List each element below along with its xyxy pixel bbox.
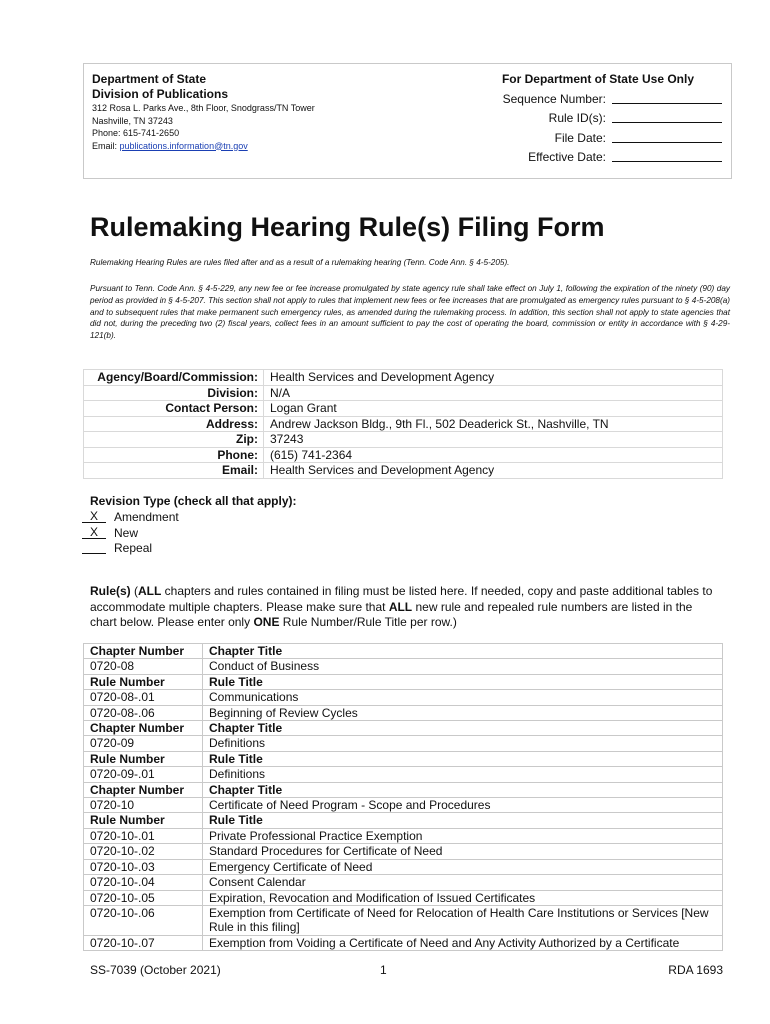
table-header-row bbox=[84, 813, 723, 828]
table-row bbox=[84, 875, 723, 890]
rda-number: RDA 1693 bbox=[668, 963, 723, 977]
number-cell: 0720-10-.02 bbox=[84, 844, 203, 859]
table-header-row bbox=[84, 721, 723, 736]
title-cell: Rule Title bbox=[203, 751, 723, 766]
check-mark bbox=[82, 541, 106, 554]
address-line: Phone: 615-741-2650 bbox=[92, 128, 180, 138]
title-cell: Conduct of Business bbox=[203, 659, 723, 674]
table-row bbox=[84, 705, 723, 720]
field-label: Zip: bbox=[84, 432, 264, 448]
title-cell: Emergency Certificate of Need bbox=[203, 859, 723, 874]
field-label: File Date: bbox=[554, 130, 606, 145]
number-cell: 0720-08-.01 bbox=[84, 690, 203, 705]
revision-option-new[interactable] bbox=[82, 526, 138, 540]
table-header-row bbox=[84, 644, 723, 659]
file-date-field bbox=[482, 126, 722, 146]
title-cell: Expiration, Revocation and Modification of Issued Certificates bbox=[203, 890, 723, 905]
state-use-block bbox=[482, 72, 722, 165]
intro-note: Rulemaking Hearing Rules are rules filed after and as a result of a rulemaking hearing (Tenn. Code Ann. § 4-5-205). bbox=[90, 258, 510, 267]
title-cell: Definitions bbox=[203, 736, 723, 751]
title-cell: Rule Title bbox=[203, 674, 723, 689]
table-row bbox=[84, 828, 723, 843]
number-cell: Chapter Number bbox=[84, 644, 203, 659]
email-label: Email: bbox=[92, 140, 120, 151]
number-cell: Chapter Number bbox=[84, 721, 203, 736]
field-value: 37243 bbox=[264, 432, 723, 448]
check-mark: X bbox=[82, 526, 106, 539]
number-cell: 0720-09 bbox=[84, 736, 203, 751]
table-row bbox=[84, 690, 723, 705]
table-row bbox=[84, 370, 723, 386]
effective-date-field bbox=[482, 146, 722, 166]
table-row bbox=[84, 736, 723, 751]
title-cell: Chapter Title bbox=[203, 721, 723, 736]
email-link[interactable]: publications.information@tn.gov bbox=[119, 140, 248, 151]
form-number: SS-7039 (October 2021) bbox=[90, 963, 221, 977]
table-row bbox=[84, 447, 723, 463]
blank-line bbox=[612, 111, 722, 123]
number-cell: 0720-10-.06 bbox=[84, 905, 203, 935]
use-only-heading: For Department of State Use Only bbox=[501, 72, 695, 86]
option-label: Repeal bbox=[114, 541, 153, 555]
number-cell: 0720-09-.01 bbox=[84, 767, 203, 782]
email-line bbox=[92, 140, 452, 153]
table-row bbox=[84, 432, 723, 448]
header-box bbox=[83, 63, 732, 179]
field-label: Agency/Board/Commission: bbox=[84, 370, 264, 386]
field-label: Contact Person: bbox=[84, 401, 264, 417]
revision-option-amendment[interactable] bbox=[82, 510, 179, 524]
table-header-row bbox=[84, 674, 723, 689]
field-value: N/A bbox=[264, 385, 723, 401]
title-cell: Standard Procedures for Certificate of Need bbox=[203, 844, 723, 859]
dept-block bbox=[92, 72, 452, 152]
field-label: Sequence Number: bbox=[502, 91, 606, 106]
number-cell: 0720-10-.05 bbox=[84, 890, 203, 905]
revision-type-heading: Revision Type (check all that apply): bbox=[90, 494, 297, 508]
emphasis: ALL bbox=[388, 599, 413, 614]
table-row bbox=[84, 890, 723, 905]
text-run: Rule Number/Rule Title per row.) bbox=[279, 615, 457, 629]
number-cell: 0720-10-.03 bbox=[84, 859, 203, 874]
field-label: Effective Date: bbox=[528, 150, 606, 164]
rules-label: Rule(s) bbox=[90, 584, 131, 598]
field-value: Andrew Jackson Bldg., 9th Fl., 502 Deaderick St., Nashville, TN bbox=[264, 416, 723, 432]
field-value: Health Services and Development Agency bbox=[264, 370, 723, 386]
title-cell: Chapter Title bbox=[203, 644, 723, 659]
number-cell: 0720-10-.04 bbox=[84, 875, 203, 890]
field-label: Rule ID(s): bbox=[548, 111, 606, 125]
field-value: Logan Grant bbox=[264, 401, 723, 417]
table-header-row bbox=[84, 751, 723, 766]
table-row bbox=[84, 905, 723, 935]
number-cell: Rule Number bbox=[84, 813, 203, 828]
number-cell: 0720-10-.01 bbox=[84, 828, 203, 843]
field-label: Phone: bbox=[84, 447, 264, 463]
revision-option-repeal[interactable] bbox=[82, 541, 152, 555]
number-cell: 0720-10 bbox=[84, 798, 203, 813]
number-cell: 0720-08 bbox=[84, 659, 203, 674]
number-cell: Chapter Number bbox=[84, 782, 203, 797]
title-cell: Definitions bbox=[203, 767, 723, 782]
agency-table bbox=[83, 369, 723, 479]
option-label: New bbox=[114, 526, 139, 540]
table-row bbox=[84, 767, 723, 782]
title-cell: Private Professional Practice Exemption bbox=[203, 828, 723, 843]
option-label: Amendment bbox=[114, 510, 179, 524]
rule-id-field bbox=[482, 107, 722, 127]
table-row bbox=[84, 416, 723, 432]
title-cell: Exemption from Voiding a Certificate of Need and Any Activity Authorized by a Certificate bbox=[203, 935, 723, 950]
title-cell: Beginning of Review Cycles bbox=[203, 705, 723, 720]
title-cell: Rule Title bbox=[203, 813, 723, 828]
table-header-row bbox=[84, 782, 723, 797]
address-line: Nashville, TN 37243 bbox=[92, 115, 173, 126]
field-label: Email: bbox=[84, 463, 264, 479]
rules-table bbox=[83, 643, 723, 951]
field-label: Address: bbox=[84, 416, 264, 432]
check-mark: X bbox=[82, 510, 106, 523]
title-cell: Exemption from Certificate of Need for Relocation of Health Care Institutions or Services [New Rule in this filing] bbox=[203, 905, 723, 935]
title-cell: Communications bbox=[203, 690, 723, 705]
blank-line bbox=[612, 92, 722, 104]
table-row bbox=[84, 859, 723, 874]
table-row bbox=[84, 798, 723, 813]
page-title: Rulemaking Hearing Rule(s) Filing Form bbox=[90, 212, 605, 242]
table-row bbox=[84, 463, 723, 479]
field-value: Health Services and Development Agency bbox=[264, 463, 723, 479]
text-run: new rule and repealed rule numbers are listed in the chart below. Please enter only bbox=[90, 599, 693, 629]
field-value: (615) 741-2364 bbox=[264, 447, 723, 463]
division-name: Division of Publications bbox=[92, 87, 229, 101]
table-row bbox=[84, 659, 723, 674]
emphasis: ALL bbox=[138, 584, 162, 598]
sequence-number-field bbox=[482, 87, 722, 107]
title-cell: Chapter Title bbox=[203, 782, 723, 797]
intro-paragraph: Pursuant to Tenn. Code Ann. § 4-5-229, any new fee or fee increase promulgated by state agency rule shall take effect on July 1, following the expiration of the ninety (90) day period as provided in § 4-5-207. This section shall not apply to rules that implement new fees or fee increases that are promulgated as emergency rules pursuant to § 4-5-208(a) and to subsequent rules that make permanent such emergency rules, as amended during the rulemaking process. In addition, this section shall not apply to state agencies that did not, during the preceding two (2) fiscal years, collect fees in an amount sufficient to pay the cost of operating the board, commission or entity in accordance with § 4-29-121(b). bbox=[90, 284, 730, 341]
emphasis: ONE bbox=[253, 615, 280, 629]
text-run: ( bbox=[130, 584, 139, 598]
field-label: Division: bbox=[84, 385, 264, 401]
page-number: 1 bbox=[380, 963, 387, 977]
number-cell: Rule Number bbox=[84, 751, 203, 766]
number-cell: 0720-08-.06 bbox=[84, 705, 203, 720]
blank-line bbox=[612, 131, 722, 143]
table-row bbox=[84, 401, 723, 417]
table-row bbox=[84, 935, 723, 950]
number-cell: 0720-10-.07 bbox=[84, 935, 203, 950]
blank-line bbox=[612, 150, 722, 162]
title-cell: Certificate of Need Program - Scope and Procedures bbox=[203, 798, 723, 813]
text-run: chapters and rules contained in filing must be listed here. If needed, copy and paste additional tables to accommodate multiple chapters. Please make sure that bbox=[90, 584, 713, 614]
title-cell: Consent Calendar bbox=[203, 875, 723, 890]
number-cell: Rule Number bbox=[84, 674, 203, 689]
dept-name: Department of State bbox=[92, 72, 207, 86]
rules-instructions bbox=[90, 584, 722, 631]
address-line: 312 Rosa L. Parks Ave., 8th Floor, Snodgrass/TN Tower bbox=[92, 103, 315, 113]
table-row bbox=[84, 385, 723, 401]
table-row bbox=[84, 844, 723, 859]
